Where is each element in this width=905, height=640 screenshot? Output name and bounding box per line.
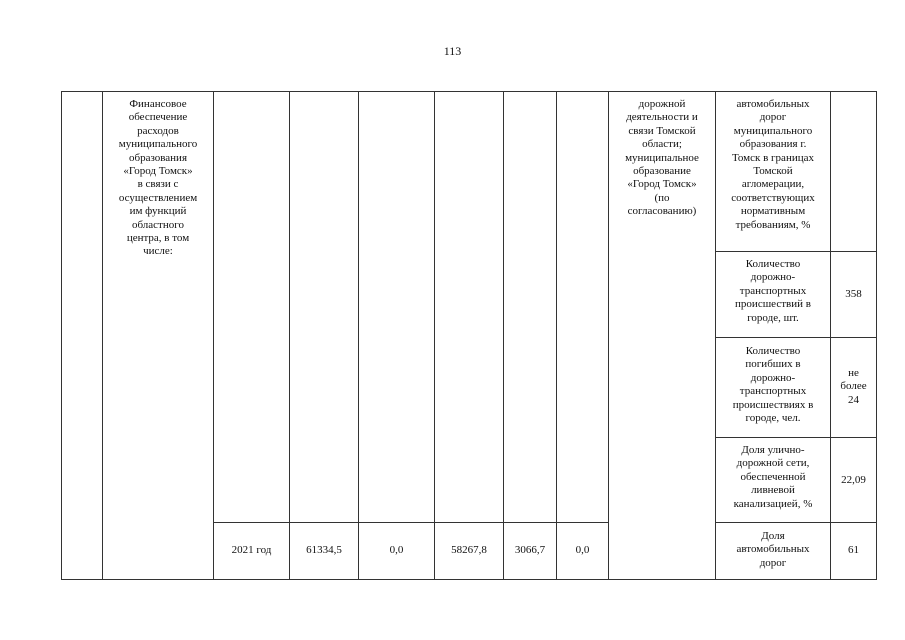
regional-amount: 58267,8 <box>451 544 487 556</box>
table-bottom-border <box>61 579 876 580</box>
row-divider <box>213 522 608 523</box>
table-border-left <box>61 91 62 580</box>
table-border-right <box>876 91 877 580</box>
page-number: 113 <box>443 44 462 58</box>
row-divider <box>715 522 876 523</box>
federal-amount: 0,0 <box>389 544 404 556</box>
column-divider <box>434 91 435 580</box>
row-divider <box>715 251 876 252</box>
other-amount: 0,0 <box>575 544 590 556</box>
table-top-border <box>61 91 876 92</box>
indicator-value: 61 <box>848 544 859 556</box>
indicator-name: Доля автомобильных дорог <box>736 530 810 569</box>
column-divider <box>289 91 290 580</box>
column-divider <box>556 91 557 580</box>
column-divider <box>213 91 214 580</box>
indicator-value: 358 <box>845 288 862 300</box>
executor-description: дорожной деятельности и связи Томской области; муниципальное образование «Город Томск» (по согласованию) <box>625 98 699 218</box>
indicator-name: Количество дорожно- транспортных происшествий в городе, шт. <box>735 258 811 324</box>
local-amount: 3066,7 <box>514 544 546 556</box>
column-divider <box>503 91 504 580</box>
column-divider <box>830 91 831 580</box>
indicator-name: Количество погибших в дорожно- транспортных происшествиях в городе, чел. <box>732 345 814 425</box>
row-divider <box>715 337 876 338</box>
indicator-value: не более 24 <box>840 367 867 406</box>
year-cell: 2021 год <box>231 544 272 556</box>
indicator-name: автомобильных дорог муниципального образования г. Томск в границах Томской агломерации, соответствующих нормативным требованиям, % <box>731 98 815 231</box>
total-amount: 61334,5 <box>306 544 342 556</box>
row-divider <box>715 437 876 438</box>
indicator-value: 22,09 <box>841 474 866 486</box>
program-description: Финансовое обеспечение расходов муниципального образования «Город Томск» в связи с осуществлением им функций областного центра, в том числе: <box>118 98 198 258</box>
column-divider <box>358 91 359 580</box>
indicator-name: Доля улично- дорожной сети, обеспеченной ливневой канализацией, % <box>733 444 813 510</box>
